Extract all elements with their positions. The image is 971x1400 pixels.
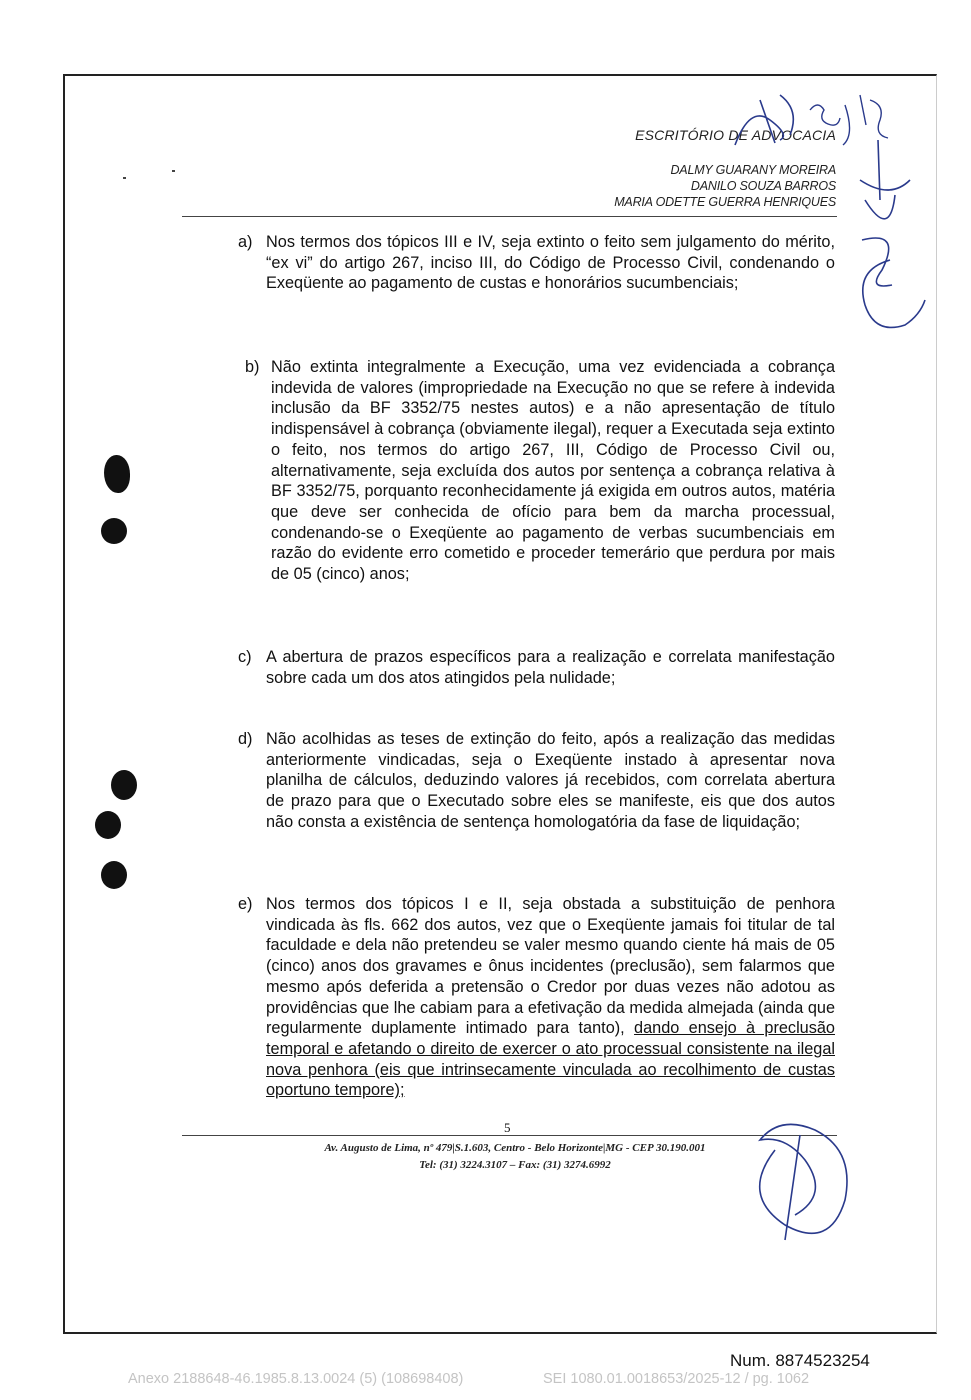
item-label: d) [238,730,253,748]
address-line-2: Tel: (31) 3224.3107 – Fax: (31) 3274.6992 [419,1159,611,1171]
document-number: Num. 8874523254 [730,1351,870,1370]
scan-speck [172,170,175,172]
item-label: a) [238,233,253,251]
list-item-d [238,729,835,833]
punch-hole [101,861,127,889]
item-text-plain: Nos termos dos tópicos I e II, seja obstada a substituição de penhora vindicada às fls. 662 dos autos, vez que o Exeqüente jamais foi titular de tal faculdade e dela não pretendeu se valer mesmo quando ciente há mais de 05 (cinco) anos dos gravames e ônus incidentes (preclusão), sem falarmos que mesmo após deferida a pretensão o Credor por duas vezes não adotou as providências que lhe cabiam para a efetivação da medida almejada (ainda que regularmente duplamente intimado para tanto), [266,895,835,1038]
item-text [266,894,835,1101]
list-item-c [238,647,835,688]
punch-hole [111,770,137,800]
footer-sei: SEI 1080.01.0018653/2025-12 / pg. 1062 [543,1371,810,1387]
item-text: Não extinta integralmente a Execução, uma vez evidenciada a cobrança indevida de valores (impropriedade na Execução no que se refere à indevida inclusão da BF 3352/75 nestes autos) e a não apresentação de título indispensável à cobrança (obviamente ilegal), requer a Executada seja extinto o feito, nos termos do artigo 267, III, Código de Processo Civil ou, alternativamente, seja excluída dos autos por sentença a cobrança relativa à BF 3352/75, porquanto reconhecidamente já exigida em outros autos, matéria que deve ser conhecida de ofício para bem da marcha processual, condenando-se o Exeqüente ao pagamento de verbas sucumbenciais em razão do evidente erro cometido e proceder temerário que perdura por mais de 05 (cinco) anos; [271,358,835,584]
item-text: Não acolhidas as teses de extinção do feito, após a realização das medidas anteriormente vindicadas, seja o Exeqüente instado à apresentar nova planilha de cálculos, deduzindo valores já recebidos, com correlata abertura de prazo para que o Executado sobre eles se manifeste, eis que dos autos não consta a existência de sentença homologatória da fase de liquidação; [266,730,835,831]
address-line-1: Av. Augusto de Lima, nº 479|S.1.603, Centro - Belo Horizonte|MG - CEP 30.190.001 [324,1142,706,1154]
punch-hole [101,518,127,544]
item-label: b) [245,358,260,376]
item-label: e) [238,895,253,913]
lawyer-name-2: DANILO SOUZA BARROS [690,179,836,193]
punch-hole [104,455,130,493]
signature-icon [745,1110,855,1245]
lawyer-name-3: MARIA ODETTE GUERRA HENRIQUES [614,195,836,209]
lawyer-name-1: DALMY GUARANY MOREIRA [670,163,836,177]
header-rule [182,216,837,217]
list-item-e [238,894,835,1101]
item-text: Nos termos dos tópicos III e IV, seja extinto o feito sem julgamento do mérito, “ex vi” do artigo 267, inciso III, do Código de Processo Civil, condenando o Exeqüente ao pagamento de custas e honorários sucumbenciais; [266,233,835,293]
list-item-b [238,357,835,585]
item-text-underlined: dando ensejo à preclusão temporal e afetando o direito de exercer o ato processual consistente na ilegal nova penhora (eis que intrinsecamente vinculada ao recolhimento de custas oportuno tempore); [266,1019,835,1100]
list-item-a [238,232,835,294]
item-label: c) [238,648,252,666]
scan-speck [123,177,126,179]
page-number: 5 [504,1120,511,1135]
footer-rule [182,1135,837,1136]
item-text: A abertura de prazos específicos para a realização e correlata manifestação sobre cada um dos atos atingidos pela nulidade; [266,648,835,687]
office-title: ESCRITÓRIO DE ADVOCACIA [635,127,836,143]
punch-hole [95,811,121,839]
handwritten-rubric-icon [850,140,930,350]
footer-annex: Anexo 2188648-46.1985.8.13.0024 (5) (108698408) [128,1371,464,1387]
